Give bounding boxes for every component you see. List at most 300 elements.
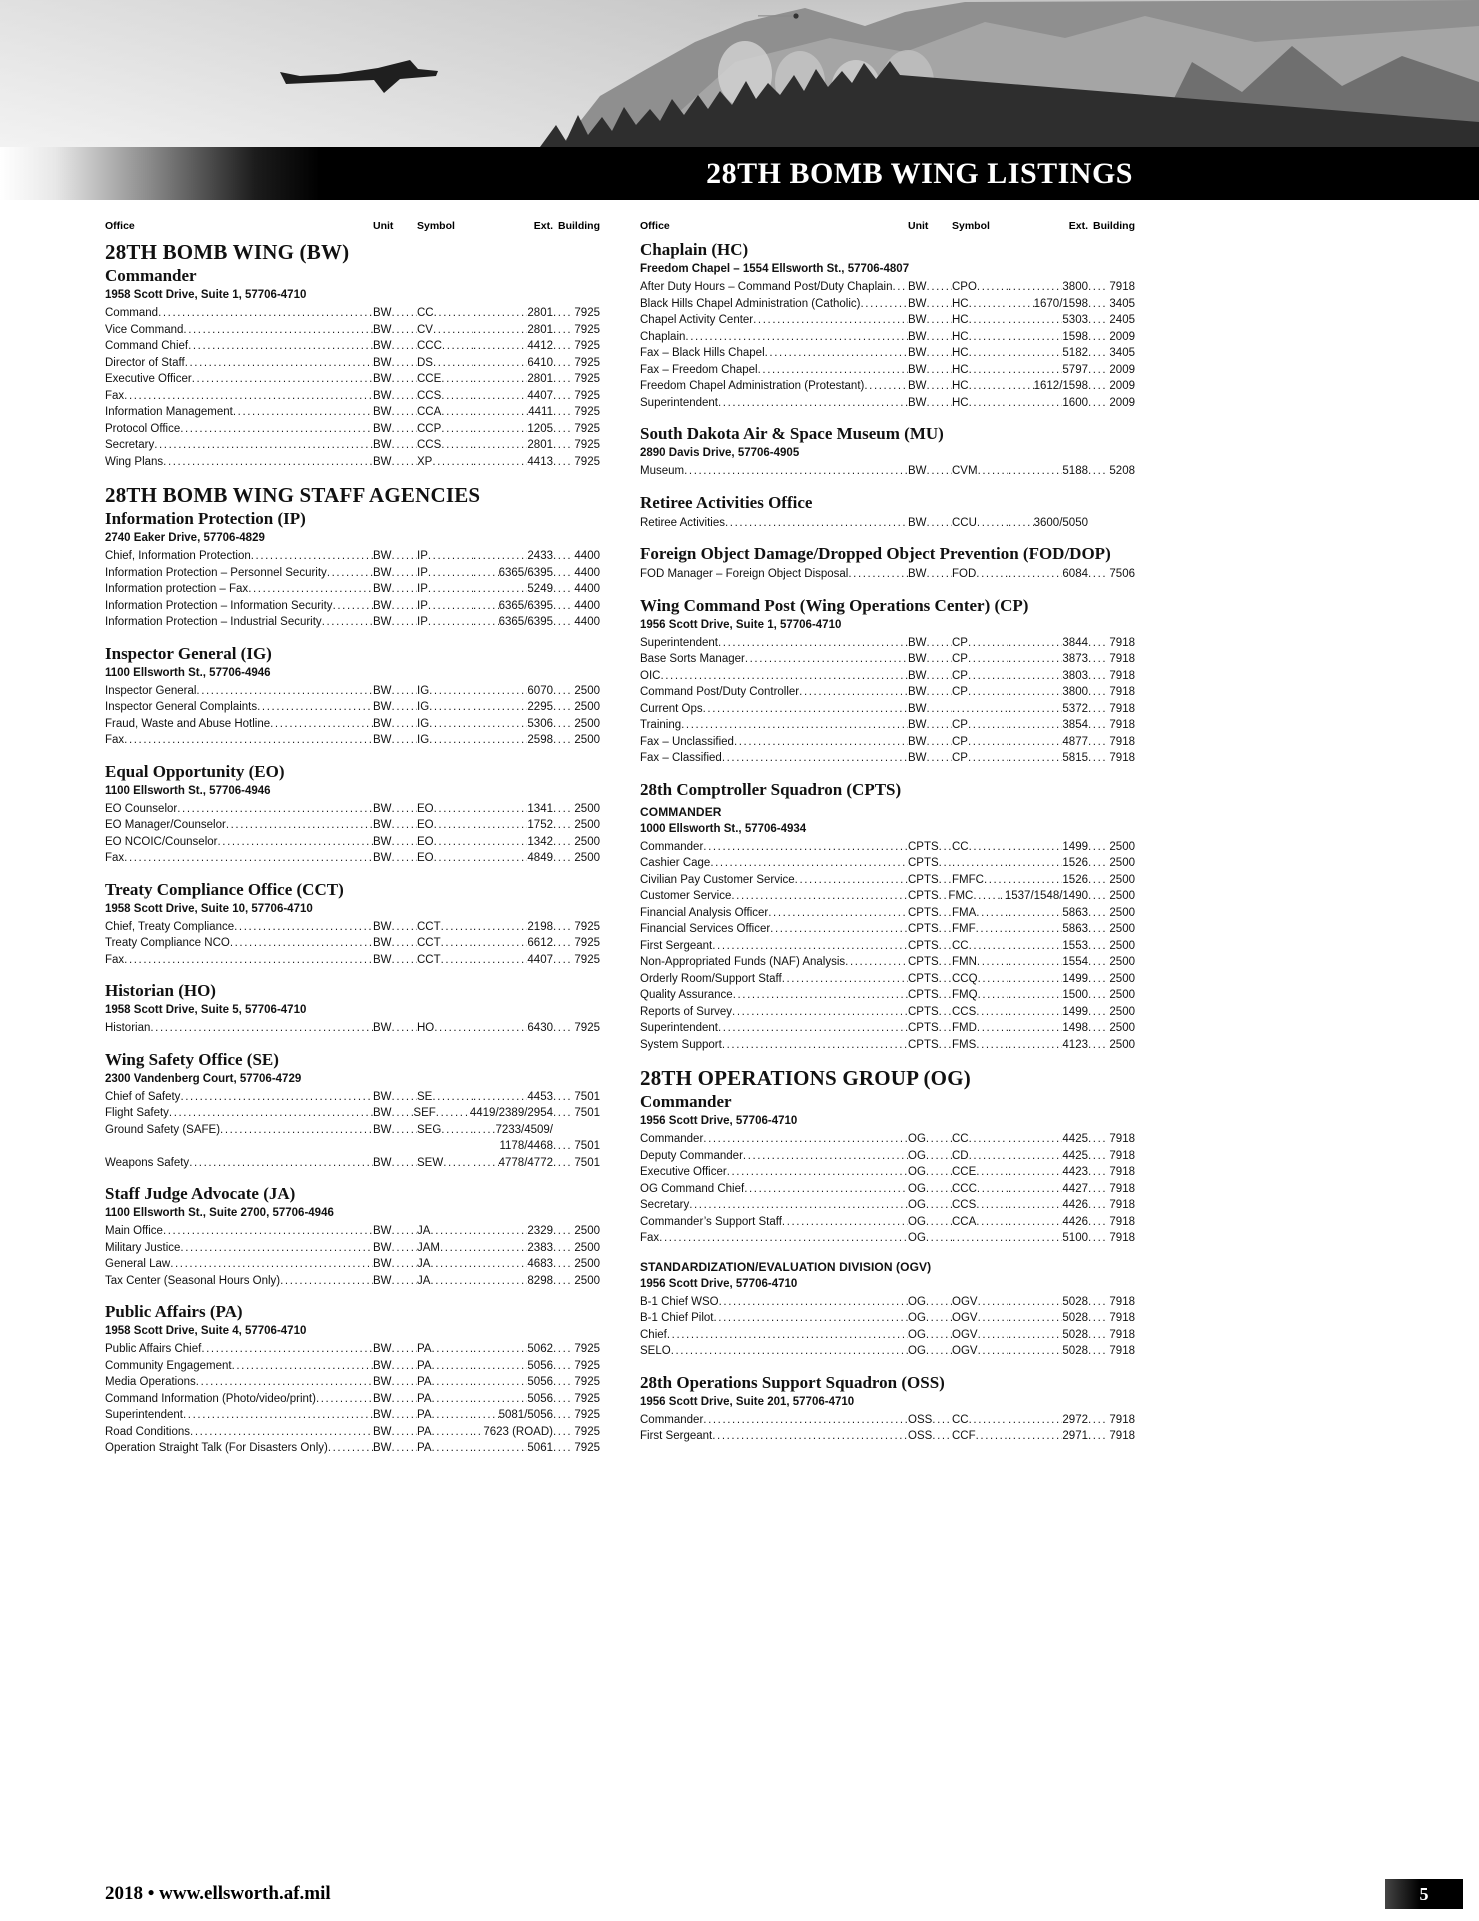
dot-leader	[392, 355, 417, 372]
dot-leader	[170, 1256, 373, 1273]
row-unit	[908, 872, 952, 889]
row-office	[105, 1374, 373, 1391]
dot-leader	[233, 404, 373, 421]
dot-leader	[553, 404, 570, 421]
dot-leader	[433, 322, 473, 339]
dot-leader	[553, 581, 570, 598]
row-extension: 4407	[527, 389, 553, 402]
dot-leader	[428, 614, 473, 631]
row-office-label: Information Protection – Personnel Security	[105, 566, 327, 579]
row-extension: 4849	[527, 852, 553, 864]
dot-leader	[1008, 1131, 1062, 1148]
row-ext-zone	[1008, 668, 1088, 685]
row-unit-label: BW	[373, 406, 392, 418]
row-ext-zone	[473, 801, 553, 818]
dot-leader	[430, 1273, 473, 1290]
row-office	[105, 1358, 373, 1375]
row-office-label: Inspector General Complaints	[105, 701, 258, 713]
row-building: 7501	[574, 1107, 600, 1119]
row-ext-zone	[1008, 1343, 1088, 1360]
row-unit-label: BW	[373, 616, 392, 628]
row-ext-zone	[1008, 463, 1088, 480]
row-symbol-label: CCP	[417, 422, 442, 435]
row-extension: 4411	[528, 406, 553, 418]
row-unit-label: OG	[908, 1199, 926, 1211]
row-building: 2500	[574, 819, 600, 831]
row-symbol	[952, 635, 1008, 652]
dot-leader	[188, 338, 373, 355]
row-unit	[908, 888, 948, 905]
row-unit-label: CPTS	[908, 939, 939, 952]
dot-leader	[703, 701, 908, 718]
dot-leader	[939, 1037, 952, 1054]
row-building: 7918	[1109, 1199, 1135, 1211]
dot-leader	[1088, 1037, 1105, 1054]
dot-leader	[234, 919, 373, 936]
row-building: 7918	[1109, 281, 1135, 293]
row-office-label: Secretary	[640, 1199, 690, 1211]
directory-row	[105, 338, 600, 355]
row-extension: 1526	[1062, 857, 1088, 869]
dot-leader	[434, 834, 473, 851]
dot-leader	[1088, 1343, 1105, 1360]
dot-leader	[553, 614, 570, 631]
row-symbol	[952, 651, 1008, 668]
row-symbol-label: CP	[952, 669, 968, 682]
row-office-label: Chief, Information Protection	[105, 550, 251, 562]
row-office	[105, 732, 373, 749]
directory-row	[640, 839, 1135, 856]
row-symbol	[952, 296, 1008, 313]
row-office	[640, 1148, 908, 1165]
column-header-unit: Unit	[908, 220, 929, 232]
row-building: 7925	[574, 439, 600, 451]
directory-row	[640, 1037, 1135, 1054]
dot-leader	[473, 454, 527, 471]
row-building: 7925	[574, 455, 600, 468]
row-symbol	[952, 1020, 1008, 1037]
row-ext-zone	[473, 322, 553, 339]
directory-row	[640, 668, 1135, 685]
directory-row	[105, 699, 600, 716]
row-office-label: Superintendent	[640, 396, 719, 409]
row-office	[105, 581, 373, 598]
dot-leader	[392, 834, 417, 851]
dot-leader	[659, 1230, 908, 1247]
dot-leader	[1088, 1181, 1105, 1198]
dot-leader	[1088, 463, 1105, 480]
row-symbol	[417, 581, 473, 598]
directory-row	[640, 1412, 1135, 1429]
row-symbol	[952, 1164, 1008, 1181]
dot-leader	[1008, 463, 1062, 480]
dot-leader	[1088, 362, 1105, 379]
column-header-building: Building	[558, 220, 600, 232]
dot-leader	[978, 1310, 1008, 1327]
dot-leader	[1008, 329, 1062, 346]
row-unit	[908, 1181, 952, 1198]
directory-row	[640, 1181, 1135, 1198]
row-extension: 5028	[1062, 1312, 1088, 1324]
row-symbol	[952, 839, 1008, 856]
row-symbol	[952, 1181, 1008, 1198]
row-unit-label: BW	[373, 1274, 392, 1287]
row-office-label: Deputy Commander	[640, 1149, 743, 1162]
directory-section	[105, 644, 600, 749]
column-header-unit: Unit	[373, 220, 394, 232]
row-symbol-label: SE	[417, 1090, 433, 1103]
row-office-label: Information protection – Fax	[105, 583, 249, 595]
row-office-label: Command	[105, 307, 159, 319]
dot-leader	[861, 296, 909, 313]
dot-leader	[392, 801, 417, 818]
row-office-label: After Duty Hours – Command Post/Duty Chaplain	[640, 281, 893, 293]
row-extension: 4426	[1062, 1215, 1088, 1228]
row-symbol	[417, 1391, 473, 1408]
row-ext-zone	[473, 935, 553, 952]
row-office	[105, 1424, 373, 1441]
row-ext-zone	[473, 683, 553, 700]
row-unit	[908, 839, 952, 856]
row-building: 7918	[1109, 1166, 1135, 1178]
row-unit	[373, 1020, 417, 1037]
row-symbol	[952, 1148, 1008, 1165]
row-building: 7918	[1109, 1133, 1135, 1145]
dot-leader	[183, 322, 373, 339]
row-office	[105, 1341, 373, 1358]
row-office-label: Quality Assurance	[640, 989, 733, 1001]
row-symbol-label: HC	[952, 297, 969, 310]
dot-leader	[392, 1374, 417, 1391]
row-symbol	[413, 1105, 464, 1122]
row-office-label: Black Hills Chapel Administration (Catholic)	[640, 297, 861, 310]
row-unit-label: OSS	[908, 1413, 933, 1426]
directory-row	[640, 566, 1135, 583]
dot-leader	[1088, 684, 1105, 701]
row-symbol-label: FMD	[952, 1022, 977, 1034]
row-unit-label: BW	[373, 1409, 392, 1421]
row-ext-zone	[473, 1440, 553, 1457]
dot-leader	[392, 1089, 417, 1106]
dot-leader	[976, 1197, 1008, 1214]
row-ext-zone	[1008, 921, 1088, 938]
dot-leader	[765, 345, 908, 362]
row-building: 7925	[574, 1359, 600, 1372]
directory-row	[640, 395, 1135, 412]
section-address: 1956 Scott Drive, Suite 201, 57706-4710	[640, 1395, 855, 1408]
column-header	[640, 220, 1135, 234]
row-symbol-label: FMS	[952, 1038, 977, 1051]
row-building: 4400	[574, 550, 600, 562]
dot-leader	[392, 1358, 417, 1375]
row-building: 7925	[574, 1425, 600, 1438]
row-unit	[908, 684, 952, 701]
row-office	[640, 651, 908, 668]
row-unit-label: BW	[373, 1425, 392, 1438]
dot-leader	[725, 515, 908, 532]
section-subtitle: Chaplain (HC)	[640, 240, 749, 259]
row-office	[105, 404, 373, 421]
row-office	[105, 421, 373, 438]
row-building: 2500	[574, 717, 600, 730]
row-unit-label: BW	[373, 307, 392, 319]
dot-leader	[270, 716, 373, 733]
dot-leader	[1008, 1310, 1062, 1327]
row-ext-zone	[1008, 1327, 1088, 1344]
directory-row	[105, 388, 600, 405]
dot-leader	[169, 1105, 373, 1122]
dot-leader	[473, 716, 527, 733]
row-unit-label: BW	[373, 1359, 392, 1372]
dot-leader	[124, 952, 373, 969]
row-unit-label: BW	[373, 1241, 392, 1254]
row-unit	[908, 635, 952, 652]
row-extension: 1178/4468	[499, 1140, 553, 1152]
dot-leader	[1088, 1294, 1105, 1311]
dot-leader	[1008, 1428, 1062, 1445]
row-ext-zone	[1008, 872, 1088, 889]
row-unit-label: OG	[908, 1215, 926, 1228]
row-symbol	[417, 1374, 473, 1391]
row-building: 2500	[574, 835, 600, 848]
directory-row	[640, 378, 1135, 395]
dot-leader	[226, 817, 373, 834]
row-symbol	[952, 345, 1008, 362]
dot-leader	[1088, 1230, 1105, 1247]
row-extension: 1341	[527, 802, 553, 815]
dot-leader	[553, 1256, 570, 1273]
row-unit-label: BW	[373, 583, 392, 595]
row-building: 2500	[1109, 989, 1135, 1001]
banner-photo-art	[0, 0, 1479, 147]
row-symbol-label: CCS	[417, 389, 442, 402]
row-symbol	[417, 817, 473, 834]
row-symbol-label: IG	[417, 701, 430, 713]
row-symbol-label: FMFC	[952, 873, 984, 886]
dot-leader	[473, 1358, 527, 1375]
directory-section	[105, 240, 600, 470]
row-unit-label: BW	[373, 1343, 392, 1355]
row-unit-label: CPTS	[908, 1005, 939, 1018]
row-office	[105, 371, 373, 388]
row-unit	[908, 701, 952, 718]
dot-leader	[217, 834, 373, 851]
row-unit-label: BW	[373, 599, 392, 612]
row-symbol	[417, 1407, 473, 1424]
row-symbol-label: CP	[952, 636, 968, 649]
row-unit-label: CPTS	[908, 1038, 939, 1051]
row-unit	[908, 1412, 952, 1429]
row-unit	[373, 850, 417, 867]
row-symbol-label: JAM	[417, 1241, 440, 1254]
row-symbol-label: HC	[952, 380, 969, 392]
row-symbol	[417, 338, 473, 355]
row-symbol-label: PA	[417, 1376, 432, 1388]
directory-row	[640, 701, 1135, 718]
row-unit	[373, 454, 417, 471]
row-building: 7925	[574, 307, 600, 319]
dot-leader	[442, 338, 473, 355]
dot-leader	[473, 355, 527, 372]
dot-leader	[392, 1155, 417, 1172]
dot-leader	[1088, 954, 1105, 971]
dot-leader	[392, 1341, 417, 1358]
dot-leader	[473, 817, 527, 834]
row-extension: 5056	[527, 1392, 553, 1405]
dot-leader	[939, 1020, 952, 1037]
row-symbol-label: SEF	[413, 1107, 436, 1119]
row-extension: 2329	[527, 1225, 553, 1237]
row-building: 7925	[574, 937, 600, 949]
row-symbol-label: FMQ	[952, 989, 978, 1001]
dot-leader	[734, 734, 908, 751]
row-office-label: Chaplain	[640, 330, 686, 343]
row-symbol-label: CCA	[417, 406, 442, 418]
page-number-tab	[1385, 1879, 1463, 1909]
dot-leader	[196, 1374, 373, 1391]
row-office-label: Fax	[105, 852, 125, 864]
row-symbol-label: CCC	[417, 340, 442, 352]
directory-row	[105, 614, 600, 631]
dot-leader	[443, 1155, 473, 1172]
dot-leader	[327, 565, 373, 582]
row-unit-label: BW	[908, 363, 927, 376]
row-building: 2500	[574, 802, 600, 815]
row-extension: 1500	[1062, 989, 1088, 1001]
row-extension: 1537/1548/1490	[1004, 890, 1088, 902]
row-building: 2500	[1109, 1022, 1135, 1034]
dot-leader	[733, 987, 908, 1004]
row-office-label: Superintendent	[105, 1409, 184, 1421]
row-office-label: Commander	[640, 1133, 704, 1145]
dot-leader	[183, 1407, 373, 1424]
row-symbol-label: JA	[417, 1258, 431, 1270]
row-unit	[908, 1164, 952, 1181]
dot-leader	[952, 855, 1008, 872]
row-extension: 2971	[1062, 1430, 1088, 1442]
directory-row	[105, 1440, 600, 1457]
dot-leader	[968, 651, 1008, 668]
row-unit-label: BW	[908, 735, 927, 748]
dot-leader	[926, 1181, 952, 1198]
row-office-label: B-1 Chief WSO	[640, 1295, 719, 1308]
row-unit	[908, 905, 952, 922]
row-office	[640, 1020, 908, 1037]
dot-leader	[251, 548, 373, 565]
row-ext-zone	[473, 1424, 553, 1441]
row-building: 2500	[1109, 972, 1135, 985]
row-symbol-label: IP	[417, 550, 428, 562]
dot-leader	[392, 437, 417, 454]
row-unit	[908, 1197, 952, 1214]
directory-row	[105, 801, 600, 818]
row-unit	[908, 1131, 952, 1148]
row-office-label: First Sergeant	[640, 1430, 713, 1442]
row-unit-label: BW	[373, 1090, 392, 1103]
dot-leader	[1008, 1020, 1062, 1037]
row-office	[640, 684, 908, 701]
directory-row	[105, 1358, 600, 1375]
row-office	[640, 1181, 908, 1198]
row-ext-zone	[1008, 1004, 1088, 1021]
row-extension: 5863	[1062, 906, 1088, 919]
row-extension: 7233/4509/	[495, 1123, 553, 1136]
row-extension: 1342	[527, 835, 553, 848]
row-unit	[373, 817, 417, 834]
dot-leader	[553, 1155, 570, 1172]
row-unit	[373, 565, 417, 582]
dot-leader	[392, 1223, 417, 1240]
row-unit	[908, 1148, 952, 1165]
dot-leader	[553, 850, 570, 867]
row-unit	[373, 952, 417, 969]
row-office	[640, 1343, 908, 1360]
dot-leader	[1008, 668, 1062, 685]
dot-leader	[1008, 717, 1062, 734]
dot-leader	[392, 388, 417, 405]
row-office-label: Superintendent	[640, 1022, 719, 1034]
dot-leader	[927, 717, 952, 734]
row-office	[105, 1273, 373, 1290]
row-ext-zone	[1008, 651, 1088, 668]
row-building: 3405	[1109, 297, 1135, 310]
row-symbol-label: HC	[952, 396, 969, 409]
row-building: 7918	[1109, 719, 1135, 731]
dot-leader	[553, 548, 570, 565]
dot-leader	[430, 1256, 473, 1273]
directory-row	[105, 683, 600, 700]
dot-leader	[932, 1428, 952, 1445]
dot-leader	[927, 378, 952, 395]
dot-leader	[727, 1164, 908, 1181]
row-building: 2500	[574, 1241, 600, 1254]
dot-leader	[473, 1440, 527, 1457]
row-unit	[373, 1440, 417, 1457]
row-unit	[908, 1020, 952, 1037]
dot-leader	[553, 1223, 570, 1240]
dot-leader	[392, 850, 417, 867]
row-office-label: Commander	[640, 840, 704, 853]
section-address: 1958 Scott Drive, Suite 1, 57706-4710	[105, 289, 307, 301]
row-extension: 3800	[1062, 281, 1088, 293]
dot-leader	[685, 329, 908, 346]
directory-row	[640, 1020, 1135, 1037]
dot-leader	[1008, 1181, 1062, 1198]
row-extension: 1752	[527, 819, 553, 831]
dot-leader	[185, 355, 373, 372]
row-office-label: Fax	[105, 953, 125, 966]
dot-leader	[473, 404, 528, 421]
row-unit-label: BW	[908, 380, 927, 392]
row-building: 7925	[574, 920, 600, 933]
directory-row	[640, 905, 1135, 922]
row-ext-zone	[473, 581, 553, 598]
row-unit-label: OG	[908, 1328, 926, 1341]
row-unit-label: BW	[373, 835, 392, 848]
row-building: 7925	[574, 406, 600, 418]
row-office-label: Operation Straight Talk (For Disasters Only)	[105, 1442, 328, 1454]
row-symbol	[952, 1327, 1008, 1344]
row-ext-zone	[1008, 395, 1088, 412]
row-ext-zone	[1008, 279, 1088, 296]
row-office-label: SELO	[640, 1345, 671, 1357]
dot-leader	[1088, 395, 1105, 412]
section-address: 2890 Davis Drive, 57706-4905	[640, 447, 800, 459]
directory-section	[105, 762, 600, 867]
row-symbol-label: CCS	[952, 1199, 977, 1211]
directory-row	[105, 1256, 600, 1273]
row-ext-zone	[1008, 734, 1088, 751]
